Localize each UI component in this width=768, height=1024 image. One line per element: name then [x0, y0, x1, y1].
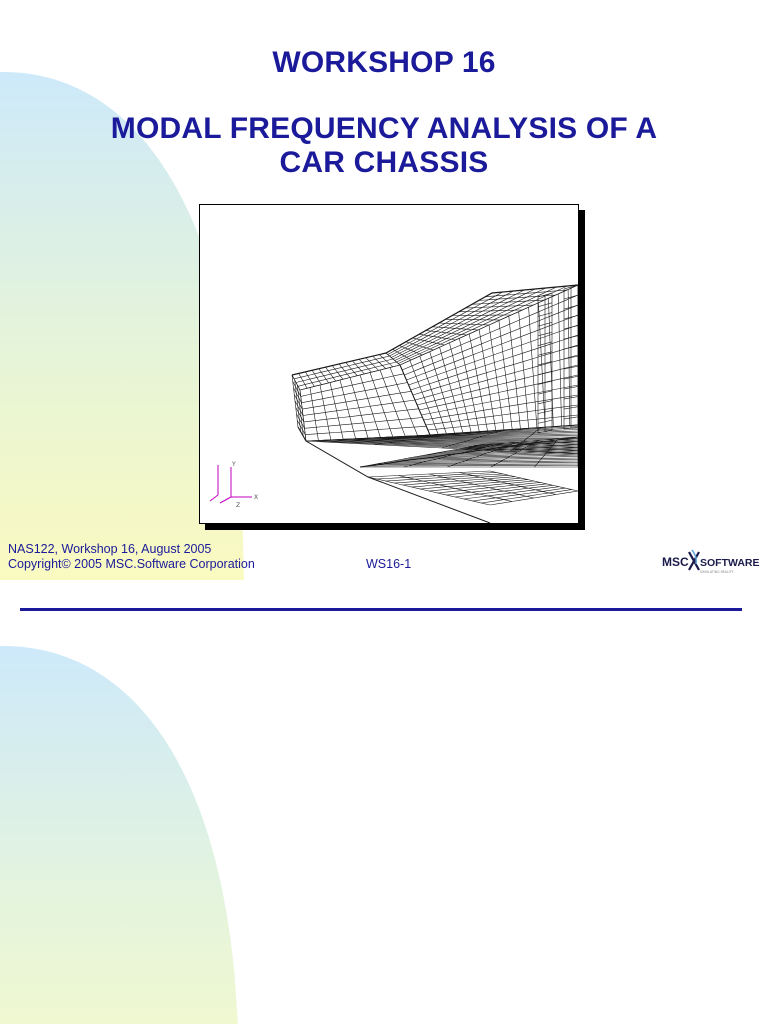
chassis-mesh-image — [200, 205, 578, 523]
triad-z-label: Z — [236, 502, 241, 509]
footer-copyright-line: Copyright© 2005 MSC.Software Corporation — [8, 557, 255, 571]
svg-text:MSC: MSC — [662, 555, 689, 569]
triad-x-label: X — [254, 494, 259, 501]
svg-text:SIMULATING REALITY: SIMULATING REALITY — [700, 570, 734, 574]
footer-copyright — [8, 542, 255, 572]
slide-title-line-1: MODAL FREQUENCY ANALYSIS OF A — [110, 112, 658, 145]
footer-course: NAS122, Workshop 16, August 2005 — [8, 542, 212, 556]
triad-y-label: Y — [232, 461, 236, 468]
msc-software-logo — [662, 544, 762, 578]
section-divider — [20, 608, 742, 611]
coordinate-triad — [210, 461, 258, 509]
chassis-wireframe-figure — [199, 204, 579, 524]
workshop-title: WORKSHOP 16 — [272, 46, 496, 79]
svg-text:SOFTWARE: SOFTWARE — [700, 557, 760, 569]
slide-title-line-2: CAR CHASSIS — [279, 146, 489, 179]
page-number: WS16-1 — [366, 557, 412, 571]
background-curve-lower — [0, 640, 768, 1024]
